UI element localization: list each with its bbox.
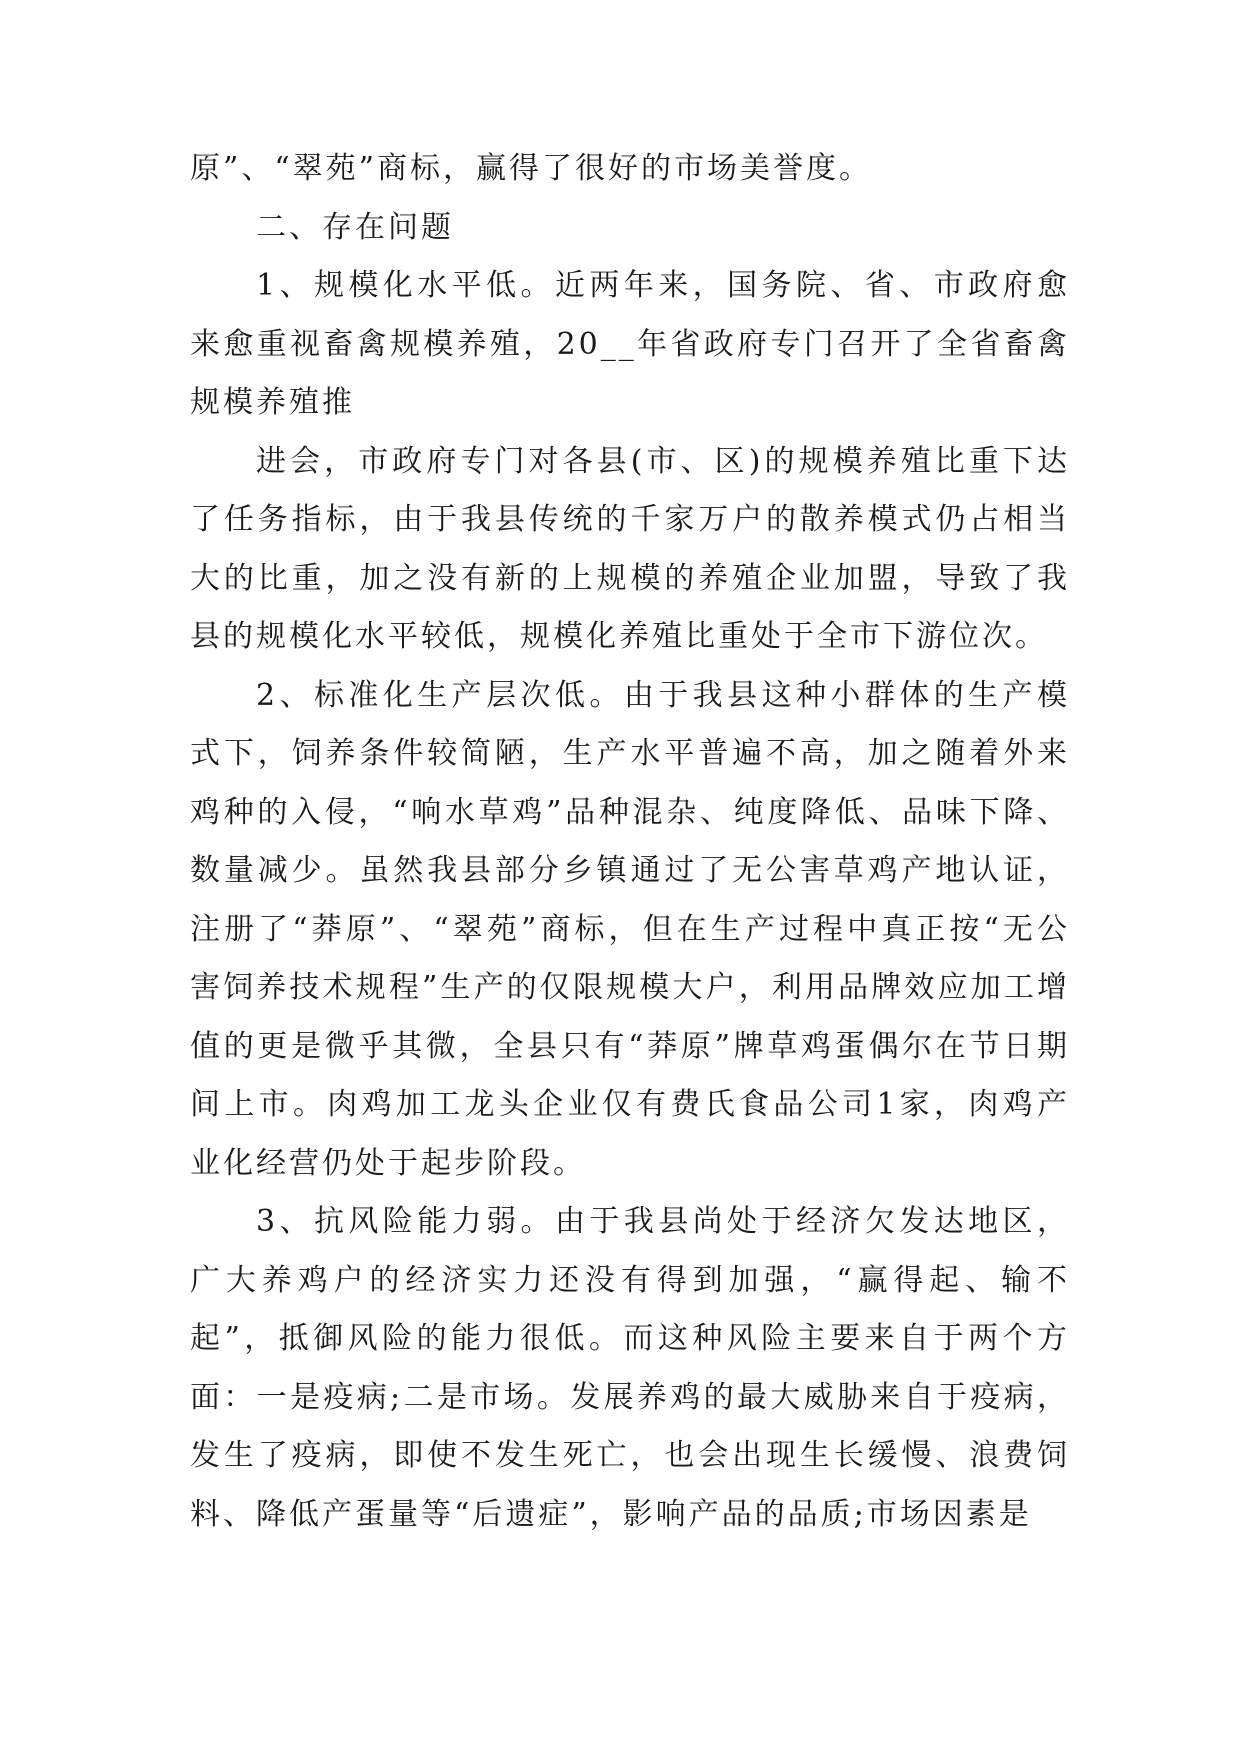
paragraph-scale-level: 1、规模化水平低。近两年来，国务院、省、市政府愈来愈重视畜禽规模养殖，20__年省政府专门召开了全省畜禽规模养殖推	[190, 268, 1070, 420]
paragraph-scale-level-continued: 进会，市政府专门对各县(市、区)的规模养殖比重下达了任务指标，由于我县传统的千家万户的散养模式仍占相当大的比重，加之没有新的上规模的养殖企业加盟，导致了我县的规模化水平较低，规模化养殖比重处于全市下游位次。	[190, 443, 1070, 654]
paragraph-continuation: 原”、“翠苑”商标，赢得了很好的市场美誉度。	[190, 151, 873, 186]
section-heading-problems: 二、存在问题	[256, 209, 454, 245]
paragraph-risk-resistance: 3、抗风险能力弱。由于我县尚处于经济欠发达地区，广大养鸡户的经济实力还没有得到加强，“赢得起、输不起”，抵御风险的能力很低。而这种风险主要来自于两个方面：一是疫病;二是市场。发展养鸡的最大威胁来自于疫病，发生了疫病，即使不发生死亡，也会出现生长缓慢、浪费饲料、降低产蛋量等“后遗症”，影响产品的品质;市场因素是	[190, 1204, 1070, 1532]
paragraph-standardization: 2、标准化生产层次低。由于我县这种小群体的生产模式下，饲养条件较简陋，生产水平普遍不高，加之随着外来鸡种的入侵，“响水草鸡”品种混杂、纯度降低、品味下降、数量减少。虽然我县部分乡镇通过了无公害草鸡产地认证，注册了“莽原”、“翠苑”商标，但在生产过程中真正按“无公害饲养技术规程”生产的仅限规模大户，利用品牌效应加工增值的更是微乎其微，全县只有“莽原”牌草鸡蛋偶尔在节日期间上市。肉鸡加工龙头企业仅有费氏食品公司1家，肉鸡产业化经营仍处于起步阶段。	[190, 677, 1070, 1181]
document-body	[190, 140, 1070, 1544]
